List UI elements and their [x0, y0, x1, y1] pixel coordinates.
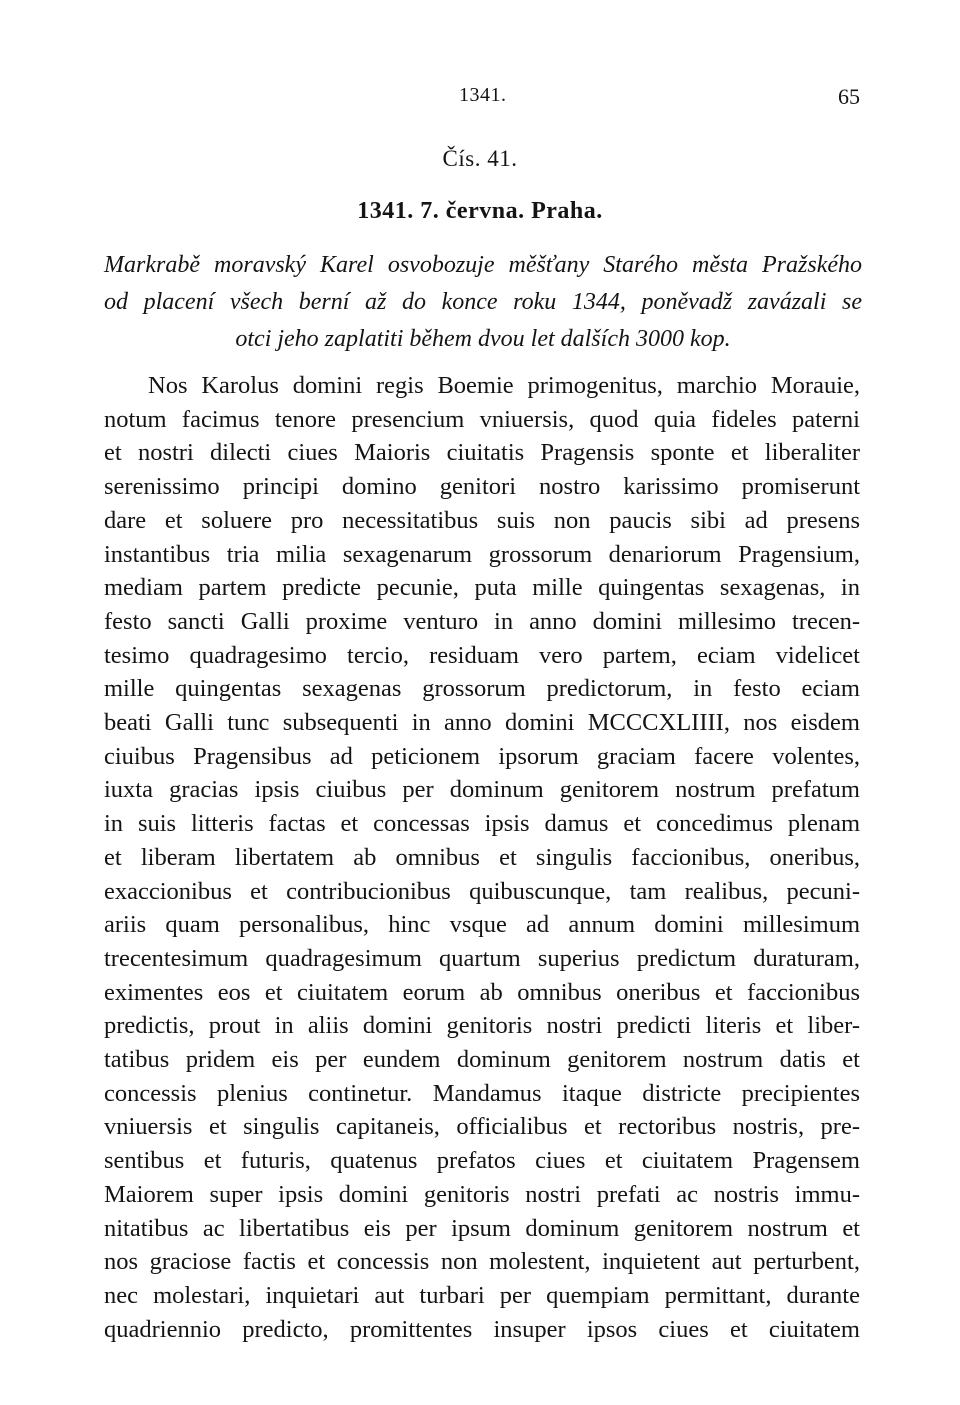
text-line: Maiorem super ipsis domini genitoris nostri prefati ac nostris immu-: [104, 1180, 860, 1208]
text-line: quadriennio predicto, promittentes insuper ipsos ciues et ciuitatem: [104, 1315, 860, 1343]
text-line: serenissimo principi domino genitori nostro karissimo promiserunt: [104, 473, 860, 501]
text-line: exaccionibus et contribucionibus quibuscunque, tam realibus, pecuni-: [104, 877, 860, 905]
document-number: Čís. 41.: [442, 146, 518, 171]
running-head-year: 1341.: [459, 84, 507, 106]
text-line: ariis quam personalibus, hinc vsque ad annum domini millesimum: [104, 911, 860, 939]
document-dateline: 1341. 7. června. Praha.: [357, 198, 603, 224]
text-line: trecentesimum quadragesimum quartum superius predictum duraturam,: [104, 944, 860, 972]
text-line: concessis plenius continetur. Mandamus itaque districte precipientes: [104, 1079, 860, 1107]
text-line: tesimo quadragesimo tercio, residuam vero partem, eciam videlicet: [104, 641, 860, 669]
text-line: mille quingentas sexagenas grossorum predictorum, in festo eciam: [104, 675, 860, 703]
text-line: et nostri dilecti ciues Maioris ciuitatis Pragensis sponte et liberaliter: [104, 439, 860, 467]
text-line: dare et soluere pro necessitatibus suis non paucis sibi ad presens: [104, 506, 860, 534]
text-line: tatibus pridem eis per eundem dominum genitorem nostrum datis et: [104, 1046, 860, 1074]
charter-text: [104, 369, 860, 1346]
text-line: sentibus et futuris, quatenus prefatos ciues et ciuitatem Pragensem: [104, 1147, 860, 1175]
text-line: vniuersis et singulis capitaneis, officialibus et rectoribus nostris, pre-: [104, 1113, 860, 1141]
text-line: ciuibus Pragensibus ad peticionem ipsorum graciam facere volentes,: [104, 742, 860, 770]
text-line: nos graciose factis et concessis non molestent, inquietent aut perturbent,: [104, 1248, 860, 1276]
text-line: eximentes eos et ciuitatem eorum ab omnibus oneribus et faccionibus: [104, 978, 860, 1006]
text-line: instantibus tria milia sexagenarum grossorum denariorum Pragensium,: [104, 540, 860, 568]
running-head: [0, 84, 960, 114]
text-line: nec molestari, inquietari aut turbari per quempiam permittant, durante: [104, 1281, 860, 1309]
text-line: in suis litteris factas et concessas ipsis damus et concedimus plenam: [104, 810, 860, 838]
text-line: et liberam libertatem ab omnibus et singulis faccionibus, oneribus,: [104, 843, 860, 871]
text-line: nitatibus ac libertatibus eis per ipsum dominum genitorem nostrum et: [104, 1214, 860, 1242]
text-line: mediam partem predicte pecunie, puta mille quingentas sexagenas, in: [104, 574, 860, 602]
text-line: iuxta gracias ipsis ciuibus per dominum genitorem nostrum prefatum: [104, 776, 860, 804]
regest-summary: [104, 247, 862, 358]
text-line: festo sancti Galli proxime venturo in anno domini millesimo trecen-: [104, 607, 860, 635]
text-line: beati Galli tunc subsequenti in anno domini MCCCXLIIII, nos eisdem: [104, 709, 860, 737]
regest-line: otci jeho zaplatiti během dvou let dalších 3000 kop.: [235, 326, 731, 352]
text-line: Nos Karolus domini regis Boemie primogenitus, marchio Morauie,: [148, 372, 860, 399]
page-number: 65: [838, 84, 860, 109]
text-line: predictis, prout in aliis domini genitoris nostri predicti literis et liber-: [104, 1012, 860, 1040]
regest-line: Markrabě moravský Karel osvobozuje měšťany Starého města Pražského: [104, 252, 862, 278]
text-line: notum facimus tenore presencium vniuersis, quod quia fideles paterni: [104, 405, 860, 433]
regest-line: od placení všech berní až do konce roku 1344, poněvadž zavázali se: [104, 289, 862, 315]
